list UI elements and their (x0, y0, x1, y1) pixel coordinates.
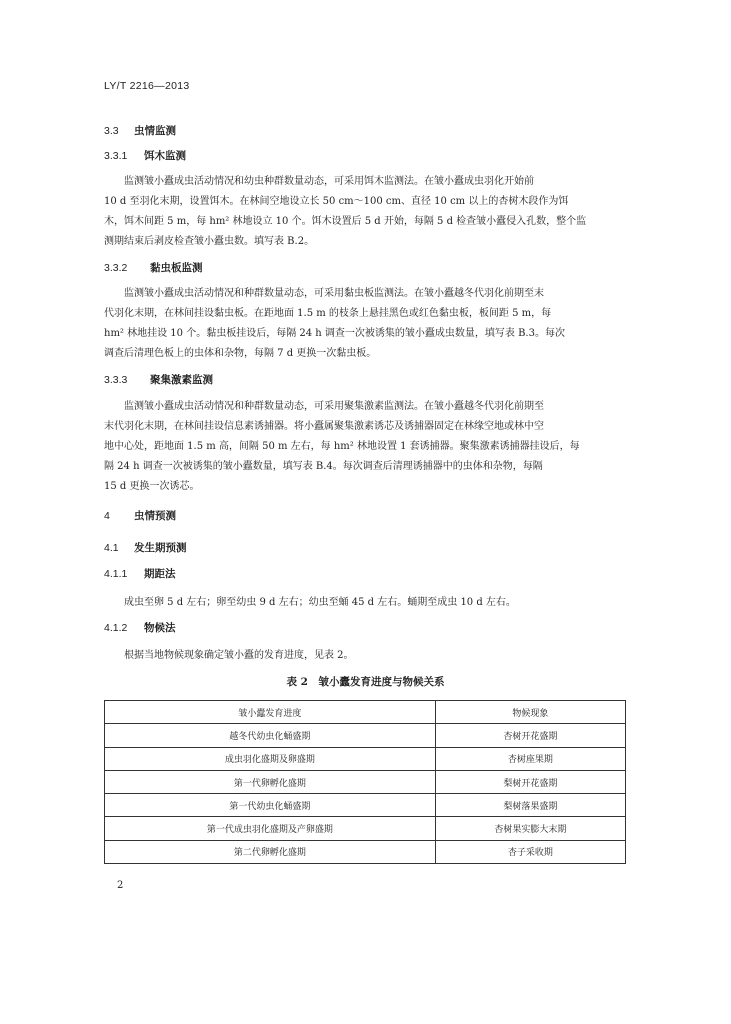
table-cell: 第二代卵孵化盛期 (105, 840, 436, 863)
standard-code: LY/T 2216—2013 (104, 80, 190, 92)
section-heading-3-3-3 (104, 372, 213, 387)
section-heading-4 (104, 508, 176, 523)
table-cell: 第一代卵孵化盛期 (105, 770, 436, 793)
table-row (105, 794, 626, 817)
section-title: 物候法 (144, 622, 176, 634)
table-cell: 成虫羽化盛期及卵盛期 (105, 747, 436, 770)
section-title: 黏虫板监测 (150, 262, 203, 274)
table-cell: 杏子采收期 (435, 840, 625, 863)
paragraph-line: 10 d 至羽化末期，设置饵木。在林间空地设立长 50 cm～100 cm、直径 10 cm 以上的杏树木段作为饵 (104, 196, 569, 207)
paragraph-line: hm² 林地挂设 10 个。黏虫板挂设后，每隔 24 h 调查一次被诱集的皱小蠹成虫数量，填写表 B.3。每次 (104, 328, 565, 339)
table-title: 表 2 皱小蠹发育进度与物候关系 (286, 676, 445, 688)
paragraph-line: 监测皱小蠹成虫活动情况和种群数量动态，可采用黏虫板监测法。在皱小蠹越冬代羽化前期至末 (124, 288, 544, 299)
section-heading-3-3 (104, 123, 176, 138)
section-number: 3.3.3 (104, 374, 128, 386)
paragraph-line: 隔 24 h 调查一次被诱集的皱小蠹数量，填写表 B.4。每次调查后清理诱捕器中的虫体和杂物，每隔 (104, 461, 543, 472)
section-title: 发生期预测 (134, 542, 187, 554)
section-heading-4-1-2 (104, 620, 176, 635)
section-title: 期距法 (144, 568, 176, 580)
table-cell: 杏树开花盛期 (435, 724, 625, 747)
phenology-table (104, 700, 626, 864)
section-title: 虫情预测 (134, 510, 176, 522)
section-number: 3.3.1 (104, 150, 128, 162)
section-number: 3.3.2 (104, 262, 128, 274)
section-title: 聚集激素监测 (150, 374, 213, 386)
section-heading-3-3-1 (104, 148, 186, 163)
table-header-row (105, 701, 626, 724)
table-cell: 梨树开花盛期 (435, 770, 625, 793)
table-row (105, 724, 626, 747)
paragraph-line: 调查后清理色板上的虫体和杂物，每隔 7 d 更换一次黏虫板。 (104, 348, 377, 359)
section-number: 4.1 (104, 542, 119, 554)
table-cell: 梨树落果盛期 (435, 794, 625, 817)
paragraph-line: 成虫至卵 5 d 左右；卵至幼虫 9 d 左右；幼虫至蛹 45 d 左右。蛹期至成虫 10 d 左右。 (124, 597, 516, 608)
section-number: 4 (104, 510, 110, 522)
paragraph-line: 地中心处，距地面 1.5 m 高，间隔 50 m 左右，每 hm² 林地设置 1 套诱捕器。聚集激素诱捕器挂设后，每 (104, 441, 580, 452)
section-title: 虫情监测 (134, 125, 176, 137)
table-row (105, 840, 626, 863)
table-row (105, 770, 626, 793)
paragraph-line: 末代羽化末期，在林间挂设信息素诱捕器。将小蠹属聚集激素诱芯及诱捕器固定在林缘空地或林中空 (104, 421, 544, 432)
column-header: 物候现象 (435, 701, 625, 724)
paragraph-line: 木，饵木间距 5 m，每 hm² 林地设立 10 个。饵木设置后 5 d 开始，每隔 5 d 检查皱小蠹侵入孔数，整个监 (104, 216, 587, 227)
column-header: 皱小蠹发育进度 (105, 701, 436, 724)
paragraph-line: 监测皱小蠹成虫活动情况和幼虫种群数量动态，可采用饵木监测法。在皱小蠹成虫羽化开始前 (124, 176, 534, 187)
section-heading-4-1-1 (104, 566, 176, 581)
table-row (105, 747, 626, 770)
table-row (105, 817, 626, 840)
paragraph-line: 测期结束后剥皮检查皱小蠹虫数。填写表 B.2。 (104, 236, 315, 247)
section-heading-3-3-2 (104, 260, 203, 275)
table-cell: 越冬代幼虫化蛹盛期 (105, 724, 436, 747)
table-cell: 第一代幼虫化蛹盛期 (105, 794, 436, 817)
section-number: 3.3 (104, 125, 119, 137)
table-cell: 杏树座果期 (435, 747, 625, 770)
section-number: 4.1.2 (104, 622, 128, 634)
section-title: 饵木监测 (144, 150, 186, 162)
paragraph-line: 代羽化末期，在林间挂设黏虫板。在距地面 1.5 m 的枝条上悬挂黑色或红色黏虫板，板间距 5 m，每 (104, 308, 552, 319)
table-cell: 杏树果实膨大末期 (435, 817, 625, 840)
table-cell: 第一代成虫羽化盛期及产卵盛期 (105, 817, 436, 840)
section-heading-4-1 (104, 540, 187, 555)
paragraph-line: 根据当地物候现象确定皱小蠹的发育进度，见表 2。 (124, 650, 354, 661)
section-number: 4.1.1 (104, 568, 128, 580)
page-number: 2 (117, 880, 124, 891)
paragraph-line: 15 d 更换一次诱芯。 (104, 481, 200, 492)
paragraph-line: 监测皱小蠹成虫活动情况和种群数量动态，可采用聚集激素监测法。在皱小蠹越冬代羽化前期至 (124, 401, 544, 412)
